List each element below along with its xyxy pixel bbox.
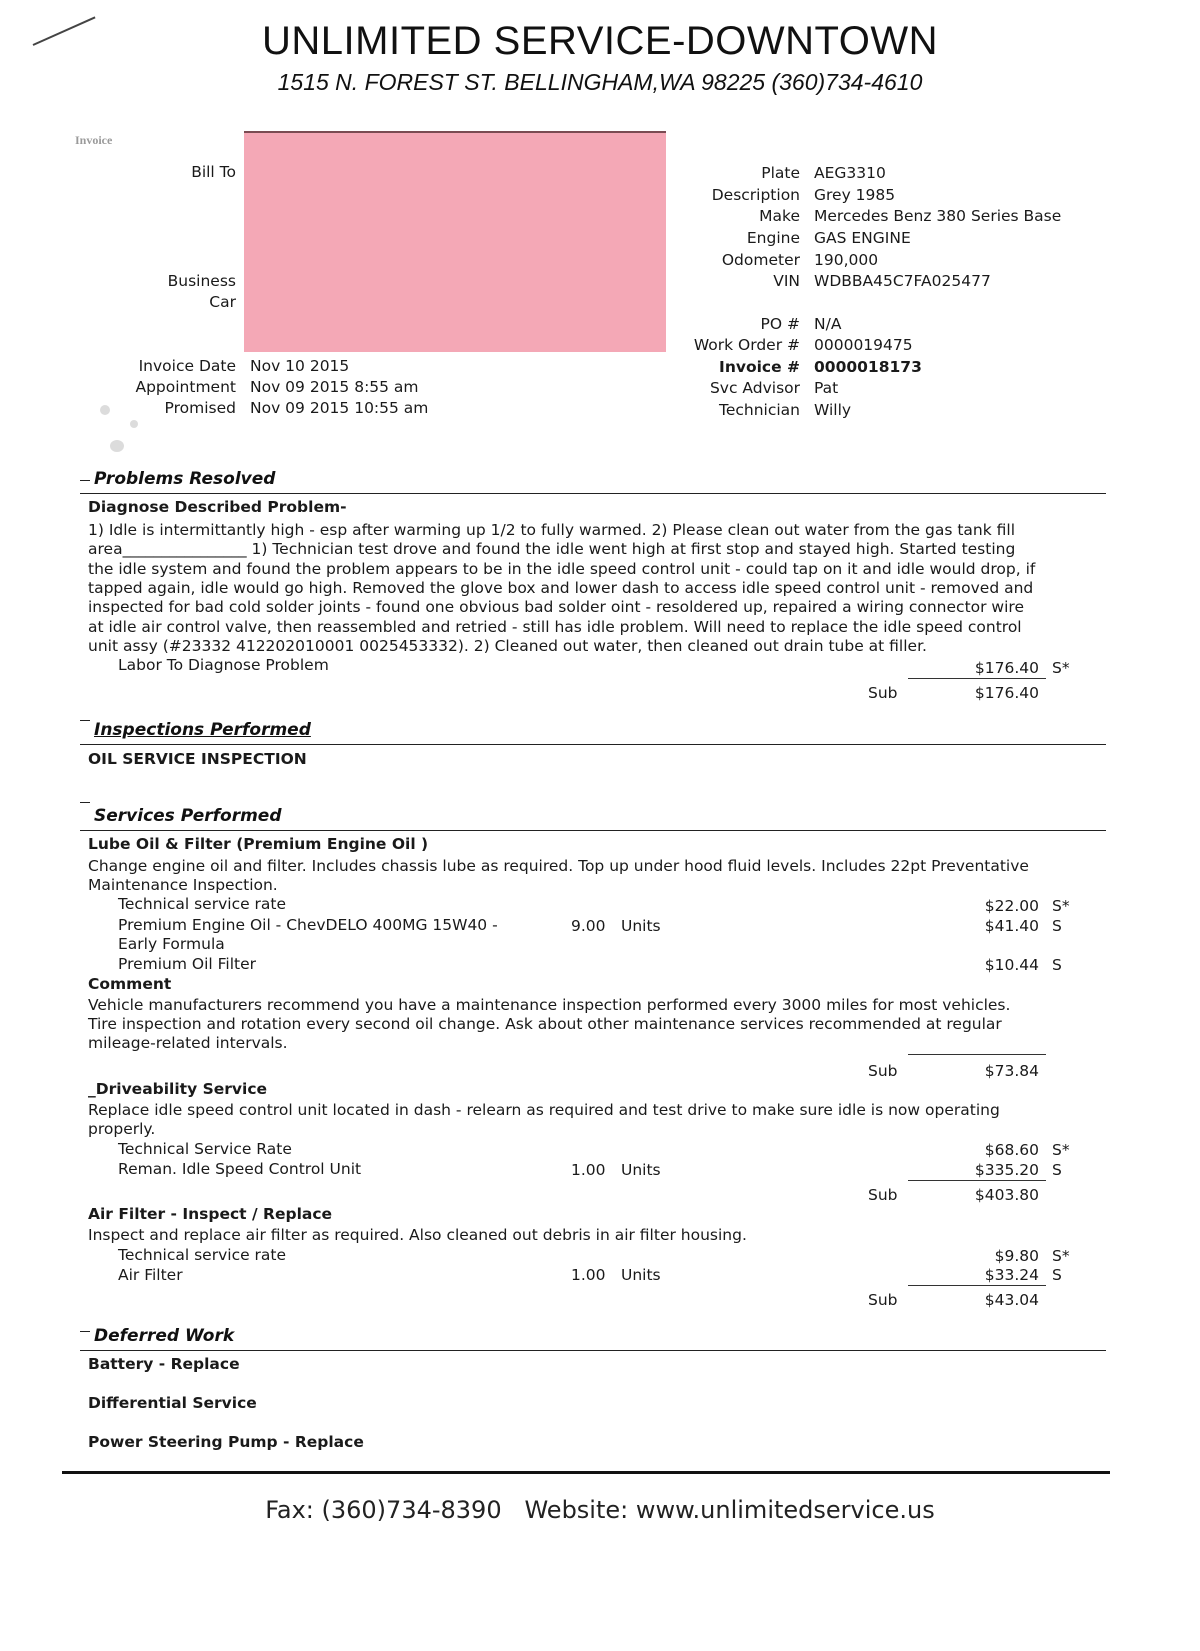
problem-line: inspected for bad cold solder joints - found one obvious bad solder oint - resoldered up, repaired a wiring connector wire	[88, 598, 1024, 616]
inspections-heading: Inspections Performed	[94, 720, 311, 740]
amount-underline	[908, 678, 1046, 679]
air-filter-item-label: Air Filter	[118, 1266, 183, 1284]
shop-name: UNLIMITED SERVICE-DOWNTOWN	[262, 19, 938, 63]
invoice-date-value: Nov 10 2015	[250, 357, 350, 375]
section-rule	[80, 830, 1106, 831]
labor-label: Labor To Diagnose Problem	[118, 656, 329, 674]
make-label: Make	[759, 207, 800, 225]
engine-label: Engine	[746, 229, 800, 247]
problem-line: area________________ 1) Technician test drove and found the idle went high at first stop and stayed high. Started testing	[88, 540, 1016, 558]
work-order-value: 0000019475	[814, 336, 913, 354]
lube-item-label-continued: Early Formula	[118, 935, 225, 953]
air-filter-item-flag: S	[1052, 1266, 1062, 1284]
air-filter-item-label: Technical service rate	[118, 1246, 287, 1264]
plate-value: AEG3310	[814, 164, 886, 182]
lube-item-amount: $22.00	[984, 897, 1039, 915]
section-tick	[80, 480, 90, 481]
lube-item-amount: $10.44	[984, 956, 1039, 974]
odometer-label: Odometer	[721, 251, 800, 269]
lube-item-units: Units	[621, 917, 661, 935]
description-label: Description	[711, 186, 800, 204]
comment-label: Comment	[88, 975, 172, 993]
deferred-work-heading: Deferred Work	[94, 1326, 235, 1346]
technician-label: Technician	[719, 401, 800, 419]
problems-sub-amount: $176.40	[974, 684, 1039, 702]
lube-item-qty: 9.00	[571, 917, 606, 935]
lube-item-label: Premium Engine Oil - ChevDELO 400MG 15W40 -	[118, 916, 498, 934]
footer-contact: Fax: (360)734-8390 Website: www.unlimitedservice.us	[265, 1496, 935, 1524]
air-filter-item-amount: $33.24	[984, 1266, 1039, 1284]
plate-label: Plate	[761, 164, 800, 182]
lube-sub-label: Sub	[868, 1062, 898, 1080]
engine-value: GAS ENGINE	[814, 229, 911, 247]
driveability-sub-label: Sub	[868, 1186, 898, 1204]
vin-value: WDBBA45C7FA025477	[814, 272, 991, 290]
amount-underline	[908, 1285, 1046, 1286]
deferred-item: Differential Service	[88, 1394, 257, 1412]
service-advisor-label: Svc Advisor	[709, 379, 800, 397]
document-type-label: Invoice	[75, 133, 113, 147]
lube-item-flag: S	[1052, 917, 1062, 935]
air-filter-description-line: Inspect and replace air filter as required. Also cleaned out debris in air filter housing.	[88, 1226, 747, 1244]
appointment-value: Nov 09 2015 8:55 am	[250, 378, 419, 396]
lube-item-label: Premium Oil Filter	[118, 955, 257, 973]
lube-item-label: Technical service rate	[118, 895, 287, 913]
section-tick	[80, 720, 90, 721]
section-rule	[80, 744, 1106, 745]
comment-line: mileage-related intervals.	[88, 1034, 288, 1052]
diagnose-title: Diagnose Described Problem-	[88, 498, 347, 516]
problems-resolved-heading: Problems Resolved	[94, 469, 276, 489]
deferred-item: Power Steering Pump - Replace	[88, 1433, 364, 1451]
appointment-label: Appointment	[135, 378, 236, 396]
driveability-sub-amount: $403.80	[974, 1186, 1039, 1204]
promised-value: Nov 09 2015 10:55 am	[250, 399, 429, 417]
amount-underline	[908, 1180, 1046, 1181]
bill-to-label: Bill To	[191, 163, 236, 181]
work-order-label: Work Order #	[693, 336, 800, 354]
description-value: Grey 1985	[814, 186, 896, 204]
driveability-service-title: _Driveability Service	[88, 1080, 268, 1098]
driveability-item-qty: 1.00	[571, 1161, 606, 1179]
driveability-description-line: properly.	[88, 1120, 156, 1138]
driveability-item-amount: $68.60	[984, 1141, 1039, 1159]
invoice-number-label: Invoice #	[719, 358, 800, 376]
business-label: Business	[167, 272, 236, 290]
driveability-item-units: Units	[621, 1161, 661, 1179]
air-filter-item-flag: S*	[1052, 1247, 1070, 1265]
po-value: N/A	[814, 315, 842, 333]
lube-item-flag: S	[1052, 956, 1062, 974]
air-filter-sub-amount: $43.04	[984, 1291, 1039, 1309]
driveability-item-amount: $335.20	[974, 1161, 1039, 1179]
comment-line: Vehicle manufacturers recommend you have a maintenance inspection performed every 3000 miles for most vehicles.	[88, 996, 1011, 1014]
labor-flag: S*	[1052, 659, 1070, 677]
amount-underline	[908, 1054, 1046, 1055]
make-value: Mercedes Benz 380 Series Base	[814, 207, 1062, 225]
invoice-date-label: Invoice Date	[138, 357, 236, 375]
lube-description-line: Change engine oil and filter. Includes chassis lube as required. Top up under hood fluid levels. Includes 22pt Preventative	[88, 857, 1029, 875]
lube-item-amount: $41.40	[984, 917, 1039, 935]
po-label: PO #	[760, 315, 800, 333]
invoice-number-value: 0000018173	[814, 358, 922, 376]
air-filter-item-qty: 1.00	[571, 1266, 606, 1284]
car-label: Car	[209, 293, 236, 311]
air-filter-sub-label: Sub	[868, 1291, 898, 1309]
odometer-value: 190,000	[814, 251, 879, 269]
services-heading: Services Performed	[94, 806, 282, 826]
driveability-item-flag: S	[1052, 1161, 1062, 1179]
problems-sub-label: Sub	[868, 684, 898, 702]
section-rule	[80, 1350, 1106, 1351]
oil-service-inspection: OIL SERVICE INSPECTION	[88, 750, 307, 768]
footer-rule	[62, 1471, 1110, 1474]
section-tick	[80, 802, 90, 803]
air-filter-item-units: Units	[621, 1266, 661, 1284]
problem-line: unit assy (#23332 412202010001 0025453332). 2) Cleaned out water, then cleaned out drain tube at filler.	[88, 637, 927, 655]
vin-label: VIN	[773, 272, 800, 290]
scan-smudge	[130, 420, 138, 428]
deferred-item: Battery - Replace	[88, 1355, 240, 1373]
comment-line: Tire inspection and rotation every second oil change. Ask about other maintenance services recommended at regular	[88, 1015, 1002, 1033]
section-tick	[80, 1331, 90, 1332]
driveability-item-label: Technical Service Rate	[118, 1140, 292, 1158]
lube-service-title: Lube Oil & Filter (Premium Engine Oil )	[88, 835, 429, 853]
problem-line: at idle air control valve, then reassembled and retried - still has idle problem. Will need to replace the idle speed control	[88, 618, 1022, 636]
air-filter-service-title: Air Filter - Inspect / Replace	[88, 1205, 333, 1223]
service-advisor-value: Pat	[814, 379, 839, 397]
labor-amount: $176.40	[974, 659, 1039, 677]
driveability-item-flag: S*	[1052, 1141, 1070, 1159]
driveability-item-label: Reman. Idle Speed Control Unit	[118, 1160, 362, 1178]
problem-line: 1) Idle is intermittantly high - esp after warming up 1/2 to fully warmed. 2) Please clean out water from the gas tank fill	[88, 521, 1016, 539]
section-rule	[80, 493, 1106, 494]
air-filter-item-amount: $9.80	[994, 1247, 1039, 1265]
shop-address: 1515 N. FOREST ST. BELLINGHAM,WA 98225 (360)734-4610	[277, 69, 923, 95]
problem-line: tapped again, idle would go high. Removed the glove box and lower dash to access idle speed control unit - removed and	[88, 579, 1034, 597]
scan-smudge	[110, 440, 124, 452]
promised-label: Promised	[164, 399, 236, 417]
technician-value: Willy	[814, 401, 852, 419]
lube-description-line: Maintenance Inspection.	[88, 876, 278, 894]
lube-sub-amount: $73.84	[984, 1062, 1039, 1080]
lube-item-flag: S*	[1052, 897, 1070, 915]
problem-line: the idle system and found the problem appears to be in the idle speed control unit - could tap on it and idle would drop, if	[88, 560, 1036, 578]
driveability-description-line: Replace idle speed control unit located in dash - relearn as required and test drive to make sure idle is now operating	[88, 1101, 1000, 1119]
